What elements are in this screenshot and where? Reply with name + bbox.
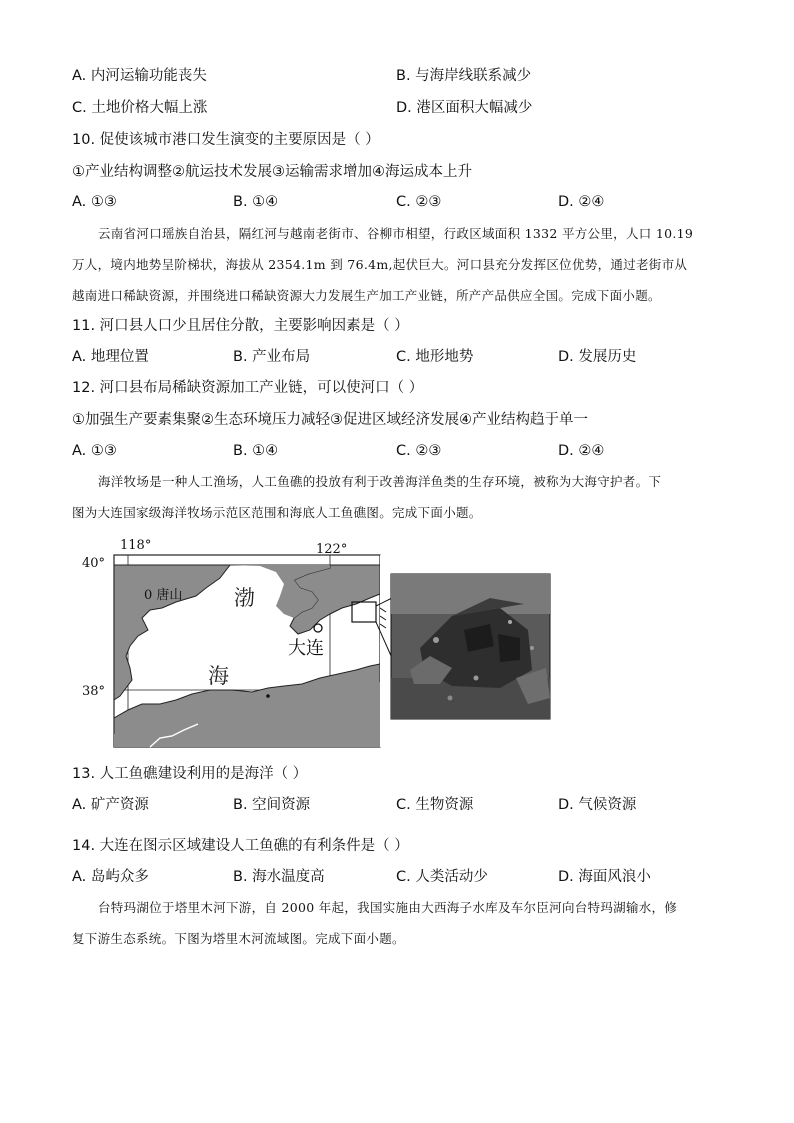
passage-taitema-lake <box>72 892 732 954</box>
q11-option-c: C. 地形地势 <box>396 349 474 365</box>
lat-40-label: 40° <box>82 556 106 571</box>
q10-option-a: A. ①③ <box>72 194 117 210</box>
passage-marine-ranch-line1: 海洋牧场是一种人工渔场，人工鱼礁的投放有利于改善海洋鱼类的生存环境，被称为大海守护者。下 <box>98 474 662 489</box>
q9-option-c: C. 土地价格大幅上涨 <box>72 100 208 116</box>
lon-118-label: 118° <box>120 538 152 553</box>
q11-option-d: D. 发展历史 <box>558 349 637 365</box>
q9-option-a: A. 内河运输功能丧失 <box>72 68 207 84</box>
q10-stem: 10. 促使该城市港口发生演变的主要原因是（ ） <box>72 132 380 148</box>
q10-option-d: D. ②④ <box>558 194 605 210</box>
sea-char-hai: 海 <box>208 664 229 688</box>
q12-stem: 12. 河口县布局稀缺资源加工产业链，可以使河口（ ） <box>72 380 424 396</box>
q10-option-b: B. ①④ <box>233 194 279 210</box>
sea-char-bo: 渤 <box>234 586 255 610</box>
lat-38-label: 38° <box>82 684 106 699</box>
q10-option-c: C. ②③ <box>396 194 442 210</box>
q13-stem: 13. 人工鱼礁建设利用的是海洋（ ） <box>72 766 308 782</box>
q13-option-a: A. 矿产资源 <box>72 797 149 813</box>
q11-option-a: A. 地理位置 <box>72 349 149 365</box>
dalian-label: 大连 <box>288 638 324 659</box>
q9-option-d: D. 港区面积大幅减少 <box>396 100 533 116</box>
q13-option-b: B. 空间资源 <box>233 797 311 813</box>
q12-option-d: D. ②④ <box>558 443 605 459</box>
q14-option-d: D. 海面风浪小 <box>558 869 651 885</box>
tangshan-label: 0 唐山 <box>144 588 183 603</box>
q12-option-c: C. ②③ <box>396 443 442 459</box>
passage-hekou-line2: 万人，境内地势呈阶梯状，海拔从 2354.1m 到 76.4m,起伏巨大。河口县充分发挥区位优势，通过老街市从 <box>72 257 688 272</box>
passage-marine-ranch <box>72 466 732 528</box>
q13-option-d: D. 气候资源 <box>558 797 637 813</box>
artificial-reef-photo <box>391 574 550 719</box>
passage-taitema-line2: 复下游生态系统。下图为塔里木河流域图。完成下面小题。 <box>72 931 405 946</box>
q9-option-b: B. 与海岸线联系减少 <box>396 68 532 84</box>
q14-option-c: C. 人类活动少 <box>396 869 488 885</box>
q14-option-b: B. 海水温度高 <box>233 869 325 885</box>
q14-option-a: A. 岛屿众多 <box>72 869 149 885</box>
map-frame-gap <box>380 555 384 747</box>
q12-option-b: B. ①④ <box>233 443 279 459</box>
q12-option-a: A. ①③ <box>72 443 117 459</box>
passage-marine-ranch-line2: 图为大连国家级海洋牧场示范区范围和海底人工鱼礁图。完成下面小题。 <box>72 505 482 520</box>
q11-stem: 11. 河口县人口少且居住分散，主要影响因素是（ ） <box>72 318 409 334</box>
q14-stem: 14. 大连在图示区域建设人工鱼礁的有利条件是（ ） <box>72 838 409 854</box>
passage-taitema-line1: 台特玛湖位于塔里木河下游，自 2000 年起，我国实施由大西海子水库及车尔臣河向台特玛湖输水，修 <box>98 900 678 915</box>
q10-items: ①产业结构调整②航运技术发展③运输需求增加④海运成本上升 <box>72 164 472 180</box>
passage-hekou-line3: 越南进口稀缺资源，并围绕进口稀缺资源大力发展生产加工产业链，所产产品供应全国。完成下面小题。 <box>72 288 661 303</box>
bohai-map-figure <box>80 538 560 752</box>
passage-hekou-line1: 云南省河口瑶族自治县，隔红河与越南老街市、谷柳市相望，行政区域面积 1332 平方公里，人口 10.19 <box>98 226 694 241</box>
dalian-marker <box>314 624 322 632</box>
city-dot <box>266 694 270 698</box>
q13-option-c: C. 生物资源 <box>396 797 474 813</box>
lon-122-label: 122° <box>316 542 348 557</box>
passage-hekou <box>72 218 732 311</box>
q11-option-b: B. 产业布局 <box>233 349 311 365</box>
q12-items: ①加强生产要素集聚②生态环境压力减轻③促进区域经济发展④产业结构趋于单一 <box>72 412 588 428</box>
